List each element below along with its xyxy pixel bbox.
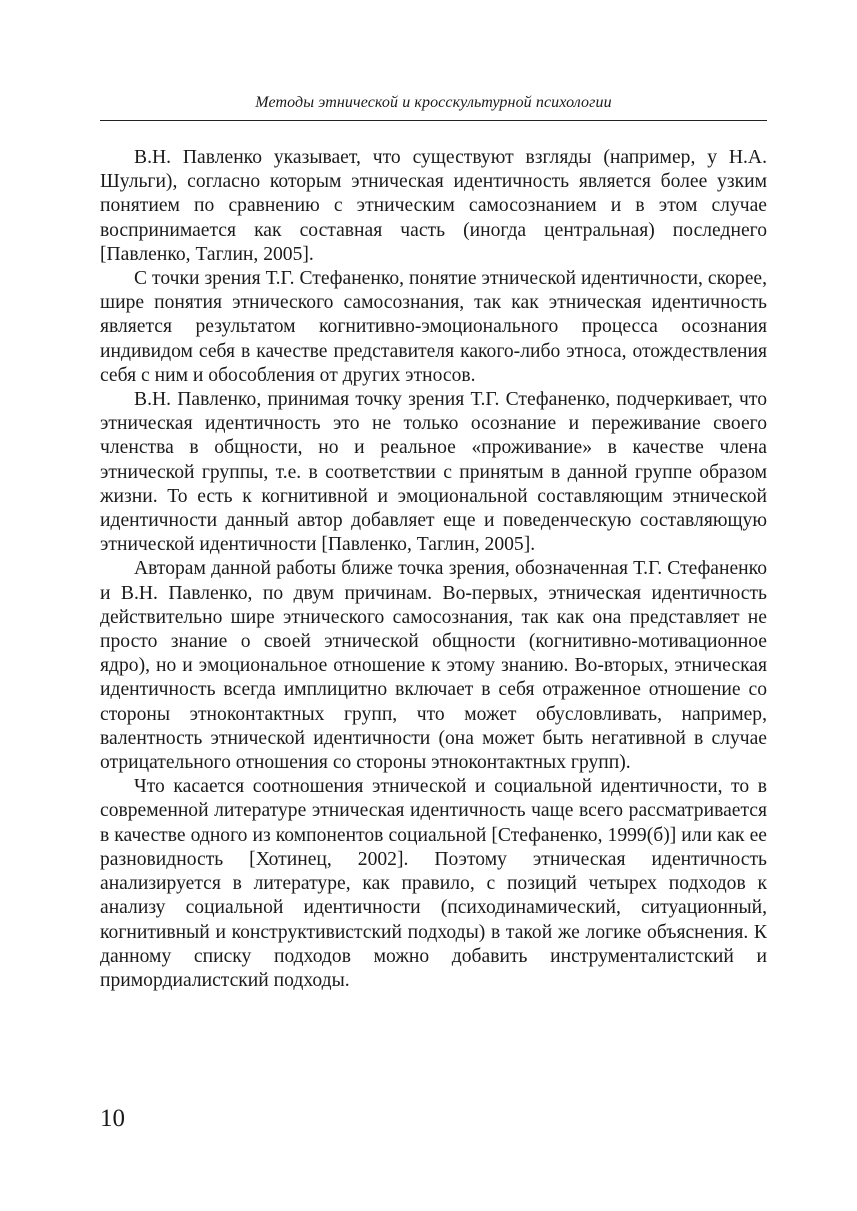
paragraph-3: В.Н. Павленко, принимая точку зрения Т.Г. Стефаненко, подчеркивает, что этническая идентичность это не только осознание и переживание своего членства в общности, но и реальное «проживание» в качестве члена этнической группы, т.е. в соответствии с принятым в данной группе образом жизни. То есть к когнитивной и эмоциональной составляющим этнической идентичности данный автор добавляет еще и поведенческую составляющую этнической идентичности [Павленко, Таглин, 2005]. bbox=[100, 389, 767, 556]
paragraph-2: С точки зрения Т.Г. Стефаненко, понятие этнической идентичности, скорее, шире понятия этнического самосознания, так как этническая идентичность является результатом когнитивно-эмоционального процесса осознания индивидом себя в качестве представителя какого-либо этноса, отождествления себя с ним и обособления от других этносов. bbox=[100, 268, 767, 386]
body-text bbox=[100, 146, 767, 993]
paragraph-1: В.Н. Павленко указывает, что существуют взгляды (например, у Н.А. Шульги), согласно которым этническая идентичность является более узким понятием по сравнению с этническим самосознанием и в этом случае воспринимается как составная часть (иногда центральная) последнего [Павленко, Таглин, 2005]. bbox=[100, 147, 767, 265]
paragraph-5: Что касается соотношения этнической и социальной идентичности, то в современной литературе этническая идентичность чаще всего рассматривается в качестве одного из компонентов социальной [Стефаненко, 1999(б)] или как ее разновидность [Хотинец, 2002]. Поэтому этническая идентичность анализируется в литературе, как правило, с позиций четырех подходов к анализу социальной идентичности (психодинамический, ситуационный, когнитивный и конструктивистский подходы) в такой же логике объяснения. К данному списку подходов можно добавить инструменталистский и примордиалистский подходы. bbox=[100, 776, 767, 991]
running-header: Методы этнической и кросскультурной психологии bbox=[255, 94, 612, 111]
header-rule bbox=[100, 120, 767, 121]
paragraph-4: Авторам данной работы ближе точка зрения, обозначенная Т.Г. Стефаненко и В.Н. Павленко, по двум причинам. Во-первых, этническая идентичность действительно шире этнического самосознания, так как она представляет не просто знание о своей этнической общности (когнитивно-мотивационное ядро), но и эмоциональное отношение к этому знанию. Во-вторых, этническая идентичность всегда имплицитно включает в себя отраженное отношение со стороны этноконтактных групп, что может обусловливать, например, валентность этнической идентичности (она может быть негативной в случае отрицательного отношения со стороны этноконтактных групп). bbox=[100, 558, 767, 774]
page-number: 10 bbox=[100, 1105, 125, 1132]
